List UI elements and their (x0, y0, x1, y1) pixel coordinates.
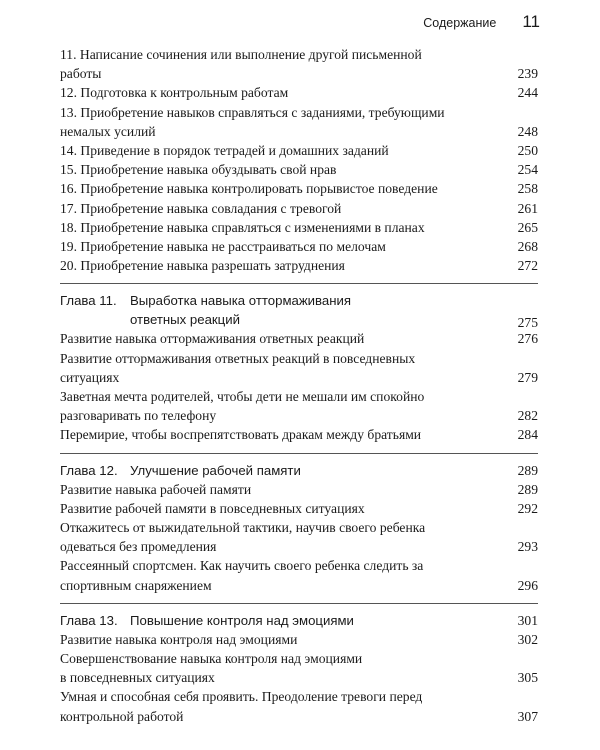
toc-entry-line: работы (60, 66, 102, 82)
toc-entry (60, 556, 538, 594)
toc-entry-line: в повседневных ситуациях (60, 670, 215, 686)
toc-entry (60, 179, 538, 198)
toc-entry-line: 14. Приведение в порядок тетрадей и домашних заданий (60, 143, 389, 159)
toc-entry (60, 199, 538, 218)
toc-entry-line: 19. Приобретение навыка не расстраиваться по мелочам (60, 239, 386, 255)
toc-entry-line: Перемирие, чтобы воспрепятствовать дракам между братьями (60, 427, 422, 443)
toc-entry-line: 16. Приобретение навыка контролировать порывистое поведение (60, 181, 438, 197)
toc-entry-line: Умная и способная себя проявить. Преодоление тревоги перед (60, 689, 423, 705)
chapter-label: Глава 11. (60, 293, 117, 309)
toc-page-number: 289 (517, 481, 538, 497)
toc-entry (60, 425, 538, 444)
chapter-page-number: 301 (517, 612, 538, 628)
toc-entry-line: одеваться без промедления (60, 539, 217, 555)
toc-page-number: 254 (517, 162, 538, 178)
toc-entry-line: 12. Подготовка к контрольным работам (60, 85, 289, 101)
toc-entry-line: 20. Приобретение навыка разрешать затруднения (60, 258, 345, 274)
toc-entry-line: Рассеянный спортсмен. Как научить своего ребенка следить за (60, 558, 424, 574)
toc-entry-line: Развитие навыка оттормаживания ответных реакций (60, 331, 365, 347)
toc-entry (60, 83, 538, 102)
toc-page-number: 248 (517, 123, 538, 139)
toc-entry (60, 237, 538, 256)
table-of-contents (60, 45, 538, 726)
toc-entry (60, 45, 538, 83)
toc-page-number: 244 (517, 85, 538, 101)
toc-entry-line: Развитие навыка рабочей памяти (60, 481, 252, 497)
toc-entry (60, 141, 538, 160)
running-header (423, 12, 540, 32)
toc-page-number: 261 (517, 200, 538, 216)
toc-page-number: 293 (517, 539, 538, 555)
chapter-heading (60, 291, 538, 329)
toc-entry-line: спортивным снаряжением (60, 577, 212, 593)
chapter-heading (60, 611, 538, 630)
toc-entry-line: 18. Приобретение навыка справляться с изменениями в планах (60, 219, 425, 235)
toc-page-number: 268 (517, 239, 538, 255)
chapter-heading (60, 461, 538, 480)
chapter-label: Глава 12. (60, 462, 118, 478)
toc-entry (60, 349, 538, 387)
toc-entry-line: Совершенствование навыка контроля над эмоциями (60, 651, 363, 667)
chapter-label: Глава 13. (60, 612, 118, 628)
toc-entry (60, 480, 538, 499)
page-number: 11 (522, 12, 540, 31)
toc-page-number: 292 (517, 500, 538, 516)
toc-entry-line: 13. Приобретение навыков справляться с заданиями, требующими (60, 104, 445, 120)
toc-page-number: 258 (517, 181, 538, 197)
chapter-section (60, 453, 538, 595)
chapter-title: Выработка навыка оттормаживания (130, 293, 352, 309)
chapter-title-continuation: ответных реакций (130, 312, 240, 328)
toc-entry (60, 329, 538, 348)
toc-entry (60, 630, 538, 649)
toc-entry (60, 687, 538, 725)
toc-entry-line: 15. Приобретение навыка обуздывать свой нрав (60, 162, 337, 178)
toc-entry-line: Откажитесь от выжидательной тактики, научив своего ребенка (60, 520, 426, 536)
toc-entry-line: немалых усилий (60, 123, 156, 139)
toc-entry-line: контрольной работой (60, 708, 184, 724)
toc-entry-line: ситуациях (60, 369, 120, 385)
toc-entry (60, 649, 538, 687)
toc-entry (60, 387, 538, 425)
toc-page-number: 239 (517, 66, 538, 82)
toc-page-number: 296 (517, 577, 538, 593)
book-page (60, 0, 538, 750)
toc-entry-line: разговаривать по телефону (60, 408, 217, 424)
toc-page-number: 305 (517, 670, 538, 686)
chapter-section (60, 283, 538, 444)
toc-page-number: 276 (517, 331, 538, 347)
toc-entry-line: Развитие оттормаживания ответных реакций в повседневных (60, 350, 416, 366)
chapter-page-number: 289 (517, 462, 538, 478)
toc-entry-line: 17. Приобретение навыка совладания с тревогой (60, 200, 342, 216)
chapter-section (60, 603, 538, 726)
toc-page-number: 272 (517, 258, 538, 274)
toc-page-number: 284 (517, 427, 538, 443)
toc-entry-line: Заветная мечта родителей, чтобы дети не мешали им спокойно (60, 389, 425, 405)
toc-page-number: 279 (517, 369, 538, 385)
toc-page-number: 265 (517, 219, 538, 235)
chapter-page-number: 275 (517, 315, 538, 331)
running-title: Содержание (423, 16, 497, 30)
toc-entry (60, 518, 538, 556)
toc-entry-line: Развитие навыка контроля над эмоциями (60, 631, 298, 647)
toc-entry (60, 160, 538, 179)
toc-page-number: 250 (517, 143, 538, 159)
toc-page-number: 307 (517, 708, 538, 724)
toc-entry (60, 218, 538, 237)
chapter-title: Повышение контроля над эмоциями (130, 612, 354, 628)
toc-page-number: 282 (517, 408, 538, 424)
chapter-title: Улучшение рабочей памяти (130, 462, 301, 478)
toc-entry (60, 103, 538, 141)
toc-entry-line: Развитие рабочей памяти в повседневных ситуациях (60, 500, 365, 516)
toc-entry-line: 11. Написание сочинения или выполнение другой письменной (60, 47, 422, 62)
toc-page-number: 302 (517, 631, 538, 647)
toc-entry (60, 499, 538, 518)
toc-entry (60, 256, 538, 275)
